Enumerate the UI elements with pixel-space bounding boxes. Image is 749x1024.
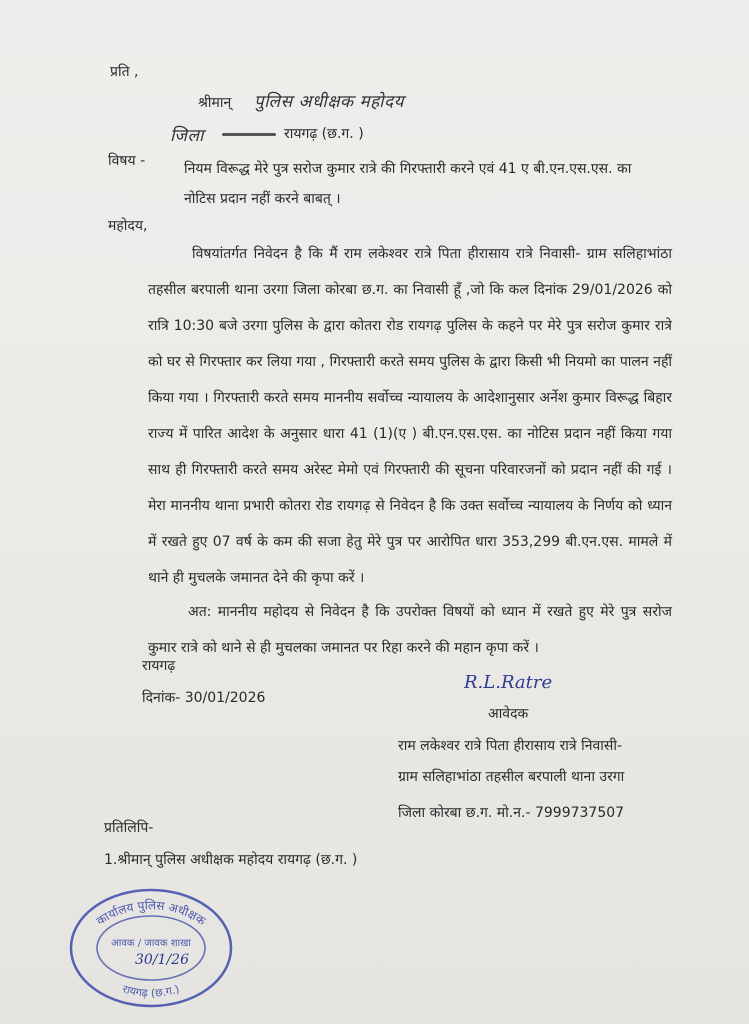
applicant-line-3: जिला कोरबा छ.ग. मो.न.- 7999737507 [398,805,625,821]
recipient-printed-title: श्रीमान् [198,95,232,111]
office-stamp [66,882,236,1010]
subject-line-1: नियम विरूद्ध मेरे पुत्र सरोज कुमार रात्रे की गिरफ्तारी करने एवं 41 ए बी.एन.एस.एस. का [184,161,632,177]
subject-line-2: नोटिस प्रदान नहीं करने बाबत् । [184,191,341,207]
date-label: दिनांक- 30/01/2026 [142,690,266,706]
body-paragraph-2: अत: माननीय महोदय से निवेदन है कि उपरोक्त विषयों को ध्यान में रखते हुए मेरे पुत्र सरोज कुमार रात्रे को थाने से ही मुचलका जमानत पर रिहा करने की महान कृपा करें । [148,604,672,656]
applicant-signature: R.L.Ratre [464,672,553,693]
applicant-line-1: राम लकेश्वर रात्रे पिता हीरासाय रात्रे निवासी- [398,738,623,754]
to-label: प्रति , [110,64,139,80]
salutation: महोदय, [108,218,148,234]
applicant-line-2: ग्राम सलिहाभांठा तहसील बरपाली थाना उरगा [398,769,625,785]
place-label: रायगढ़ [142,658,176,674]
stamp-handwritten-date: 30/1/26 [135,952,189,968]
recipient-district-handwritten: जिला [170,126,204,146]
copy-item-1: 1.श्रीमान् पुलिस अधीक्षक महोदय रायगढ़ (छ.ग. ) [104,852,358,868]
subject-label: विषय - [108,153,146,169]
recipient-place: रायगढ़ (छ.ग. ) [284,126,364,142]
body-paragraph-1: विषयांतर्गत निवेदन है कि मैं राम लकेश्वर रात्रे पिता हीरासाय रात्रे निवासी- ग्राम सलिहाभांठा तहसील बरपाली थाना उरगा जिला कोरबा छ.ग. का निवासी हूँ ,जो कि कल दिनांक 29/01/2026 को रात्रि 10:30 बजे उरगा पुलिस के द्वारा कोतरा रोड रायगढ़ पुलिस के कहने पर मेरे पुत्र सरोज कुमार रात्रे को घर से गिरफ्तार कर लिया गया , गिरफ्तारी करते समय पुलिस के द्वारा किसी भी नियमो का पालन नहीं किया गया । गिरफ्तारी करते समय माननीय सर्वोच्च न्यायालय के आदेशानुसार अर्नेश कुमार विरूद्ध बिहार राज्य में पारित आदेश के अनुसार धारा 41 (1)(ए ) बी.एन.एस.एस. का नोटिस प्रदान नहीं किया गया साथ ही गिरफ्तारी करते समय अरेस्ट मेमो एवं गिरफ्तारी की सूचना परिवारजनों को प्रदान नहीं की गई । मेरा माननीय थाना प्रभारी कोतरा रोड रायगढ़ से निवेदन है कि उक्त सर्वोच्च न्यायालय के निर्णय को ध्यान में रखते हुए 07 वर्ष के कम की सजा हेतु मेरे पुत्र पर आरोपित धारा 353,299 बी.एन.एस. मामले में थाने ही मुचलके जमानत देने की कृपा करें । [148,246,672,586]
copy-label: प्रतिलिपि- [104,820,154,836]
stamp-top-text: कार्यालय पुलिस अधीक्षक [93,898,209,929]
scribble-mark [222,133,276,136]
recipient-handwritten-title: पुलिस अधीक्षक महोदय [254,92,404,112]
stamp-middle-text: आवक / जावक शाखा [111,938,191,949]
applicant-label: आवेदक [488,706,529,722]
stamp-bottom-text: रायगढ़ (छ.ग.) [121,982,182,1000]
